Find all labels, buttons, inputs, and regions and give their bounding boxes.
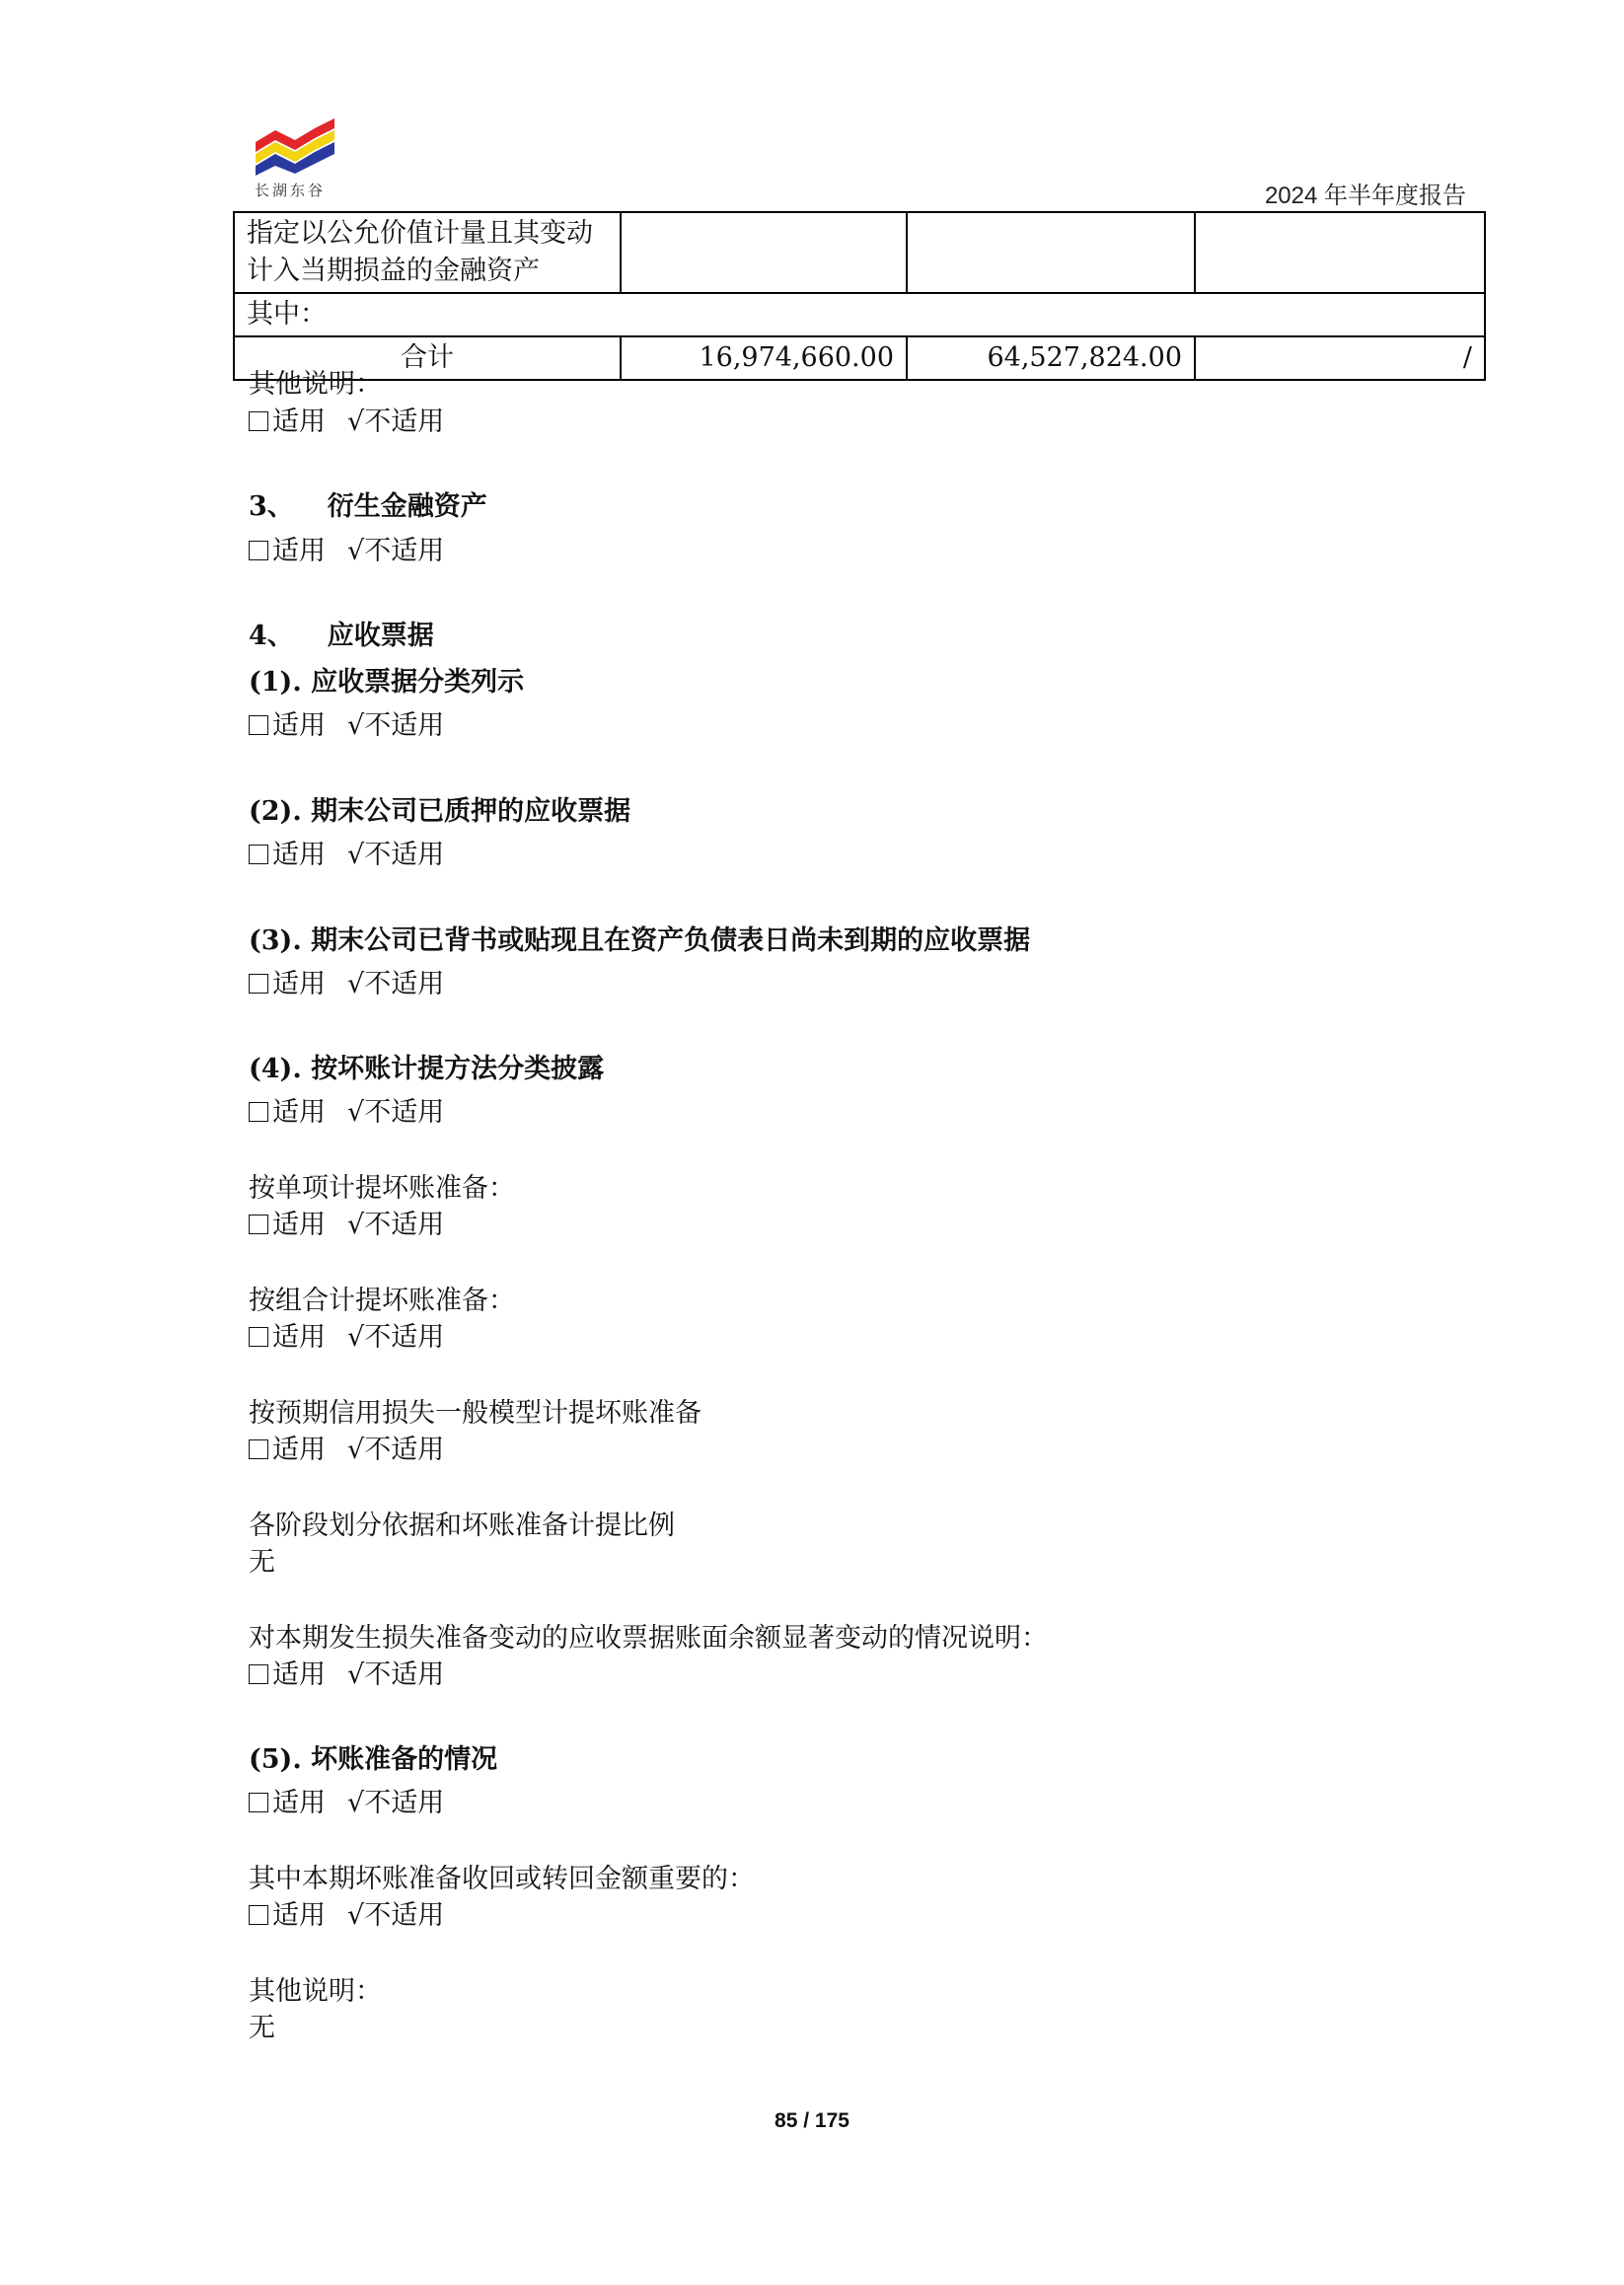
- checkbox-empty-icon: [249, 845, 268, 864]
- total-value-col1: 16,974,660.00: [621, 336, 907, 380]
- checkbox-empty-icon: [249, 1327, 268, 1347]
- none-text: 无: [249, 2013, 275, 2043]
- recovery-note: 其中本期坏账准备收回或转回金额重要的：: [249, 1864, 755, 1894]
- section-3-heading: 3、 衍生金融资产: [249, 491, 487, 522]
- page-number: 85 / 175: [775, 2109, 849, 2132]
- table-cell: [1195, 212, 1485, 293]
- section-4-heading: 4、 应收票据: [249, 621, 434, 651]
- table-row-total: [234, 336, 1485, 380]
- single-item-provision: 按单项计提坏账准备：: [249, 1173, 515, 1204]
- stage-basis: 各阶段划分依据和坏账准备计提比例: [249, 1511, 675, 1541]
- table-row: [234, 212, 1485, 293]
- change-note: 对本期发生损失准备变动的应收票据账面余额显著变动的情况说明：: [249, 1623, 1048, 1654]
- checkbox-empty-icon: [249, 541, 268, 560]
- applicability-line: 适用 √不适用: [249, 405, 444, 440]
- applicability-line: 适用 √不适用: [249, 1658, 444, 1693]
- checkbox-empty-icon: [249, 715, 268, 735]
- applicability-line: 适用 √不适用: [249, 1208, 444, 1243]
- applicability-line: 适用 √不适用: [249, 967, 444, 1002]
- checkbox-empty-icon: [249, 1439, 268, 1459]
- report-title: 2024 年半年度报告: [1264, 183, 1466, 209]
- subsection-4-heading: (4). 按坏账计提方法分类披露: [249, 1054, 605, 1084]
- checkbox-empty-icon: [249, 1664, 268, 1684]
- applicability-line: 适用 √不适用: [249, 1898, 444, 1934]
- checkbox-empty-icon: [249, 1102, 268, 1122]
- applicability-line: 适用 √不适用: [249, 838, 444, 873]
- expected-loss-provision: 按预期信用损失一般模型计提坏账准备: [249, 1398, 701, 1429]
- subsection-2-heading: (2). 期末公司已质押的应收票据: [249, 796, 631, 827]
- financial-assets-table: [233, 211, 1486, 381]
- subsection-5-heading: (5). 坏账准备的情况: [249, 1744, 498, 1775]
- combination-provision: 按组合计提坏账准备：: [249, 1286, 515, 1316]
- checkbox-empty-icon: [249, 974, 268, 994]
- total-label: 合计: [234, 336, 621, 380]
- row-label-fvtpl: 指定以公允价值计量且其变动计入当期损益的金融资产: [234, 212, 621, 293]
- row-label-of-which: 其中：: [234, 293, 1485, 336]
- other-note-2: 其他说明：: [249, 1976, 382, 2007]
- table-cell: [907, 212, 1195, 293]
- table-cell: [621, 212, 907, 293]
- subsection-1-heading: (1). 应收票据分类列示: [249, 667, 525, 698]
- applicability-line: 适用 √不适用: [249, 1433, 444, 1468]
- applicability-line: 适用 √不适用: [249, 1095, 444, 1131]
- table-row: [234, 293, 1485, 336]
- checkbox-empty-icon: [249, 1215, 268, 1234]
- checkbox-empty-icon: [249, 411, 268, 431]
- total-value-col2: 64,527,824.00: [907, 336, 1195, 380]
- applicability-line: 适用 √不适用: [249, 1786, 444, 1821]
- applicability-line: 适用 √不适用: [249, 708, 444, 744]
- other-note-1: 其他说明：: [249, 369, 382, 400]
- company-logo: [252, 116, 338, 178]
- logo-text: 长湖东谷: [255, 182, 327, 199]
- checkbox-empty-icon: [249, 1905, 268, 1925]
- total-value-col3: /: [1195, 336, 1485, 380]
- applicability-line: 适用 √不适用: [249, 534, 444, 569]
- checkbox-empty-icon: [249, 1793, 268, 1812]
- subsection-3-heading: (3). 期末公司已背书或贴现且在资产负债表日尚未到期的应收票据: [249, 925, 1031, 956]
- applicability-line: 适用 √不适用: [249, 1320, 444, 1356]
- none-text: 无: [249, 1547, 275, 1578]
